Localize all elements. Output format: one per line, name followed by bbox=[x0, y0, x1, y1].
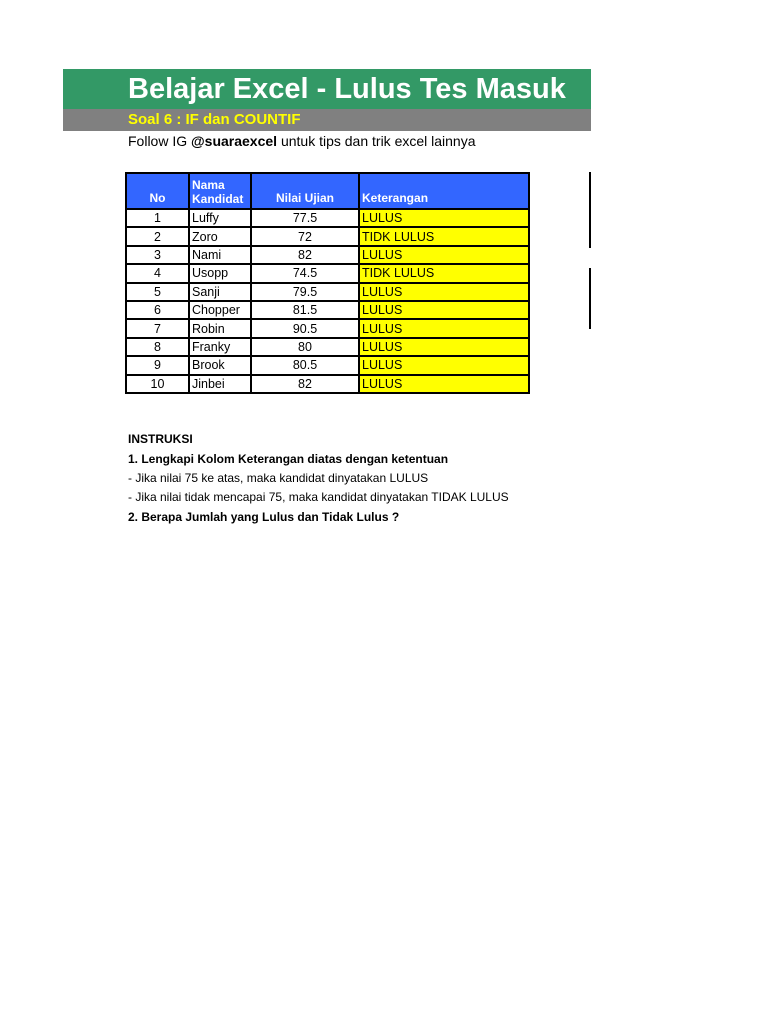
cell-no[interactable]: 6 bbox=[126, 301, 189, 319]
cell-nama[interactable]: Usopp bbox=[189, 264, 251, 282]
cell-no[interactable]: 7 bbox=[126, 319, 189, 337]
cell-no[interactable]: 1 bbox=[126, 209, 189, 227]
follow-prefix: Follow IG bbox=[128, 133, 192, 149]
cell-no[interactable]: 4 bbox=[126, 264, 189, 282]
cell-nilai[interactable]: 90.5 bbox=[251, 319, 359, 337]
cell-keterangan[interactable]: LULUS bbox=[359, 301, 529, 319]
page-title: Belajar Excel - Lulus Tes Masuk bbox=[63, 69, 591, 109]
header-nilai[interactable]: Nilai Ujian bbox=[251, 173, 359, 209]
cell-nama[interactable]: Robin bbox=[189, 319, 251, 337]
cell-nama[interactable]: Chopper bbox=[189, 301, 251, 319]
cell-no[interactable]: 9 bbox=[126, 356, 189, 374]
cell-keterangan[interactable]: LULUS bbox=[359, 375, 529, 393]
page-subtitle: Soal 6 : IF dan COUNTIF bbox=[63, 109, 591, 131]
cell-nilai[interactable]: 82 bbox=[251, 375, 359, 393]
cell-nama[interactable]: Nami bbox=[189, 246, 251, 264]
table-header-row bbox=[126, 173, 529, 209]
table-row bbox=[126, 356, 529, 374]
instruction-item-1b: - Jika nilai tidak mencapai 75, maka kandidat dinyatakan TIDAK LULUS bbox=[128, 490, 509, 504]
cell-nilai[interactable]: 77.5 bbox=[251, 209, 359, 227]
table-row bbox=[126, 283, 529, 301]
instruction-item-2: 2. Berapa Jumlah yang Lulus dan Tidak Lulus ? bbox=[128, 510, 400, 524]
cell-nama[interactable]: Sanji bbox=[189, 283, 251, 301]
follow-handle: @suaraexcel bbox=[191, 133, 278, 149]
table-row bbox=[126, 264, 529, 282]
cell-keterangan[interactable]: TIDK LULUS bbox=[359, 264, 529, 282]
cell-nilai[interactable]: 81.5 bbox=[251, 301, 359, 319]
side-border-upper bbox=[589, 172, 591, 248]
table-body bbox=[126, 209, 529, 393]
header-nama[interactable] bbox=[189, 173, 251, 209]
cell-nilai[interactable]: 80.5 bbox=[251, 356, 359, 374]
instruction-item-1: 1. Lengkapi Kolom Keterangan diatas dengan ketentuan bbox=[128, 452, 449, 466]
cell-keterangan[interactable]: TIDK LULUS bbox=[359, 227, 529, 245]
cell-no[interactable]: 3 bbox=[126, 246, 189, 264]
cell-nilai[interactable]: 74.5 bbox=[251, 264, 359, 282]
follow-line bbox=[128, 132, 476, 150]
cell-keterangan[interactable]: LULUS bbox=[359, 209, 529, 227]
cell-nilai[interactable]: 80 bbox=[251, 338, 359, 356]
cell-nama[interactable]: Luffy bbox=[189, 209, 251, 227]
cell-nama[interactable]: Franky bbox=[189, 338, 251, 356]
header-no[interactable]: No bbox=[126, 173, 189, 209]
cell-no[interactable]: 5 bbox=[126, 283, 189, 301]
table-row bbox=[126, 338, 529, 356]
cell-no[interactable]: 8 bbox=[126, 338, 189, 356]
cell-keterangan[interactable]: LULUS bbox=[359, 356, 529, 374]
header-keterangan[interactable]: Keterangan bbox=[359, 173, 529, 209]
cell-no[interactable]: 10 bbox=[126, 375, 189, 393]
table-row bbox=[126, 209, 529, 227]
cell-keterangan[interactable]: LULUS bbox=[359, 283, 529, 301]
follow-suffix: untuk tips dan trik excel lainnya bbox=[277, 133, 476, 149]
cell-keterangan[interactable]: LULUS bbox=[359, 319, 529, 337]
cell-nama[interactable]: Zoro bbox=[189, 227, 251, 245]
header-nama-line1: Nama bbox=[192, 178, 225, 192]
table-row bbox=[126, 319, 529, 337]
cell-keterangan[interactable]: LULUS bbox=[359, 338, 529, 356]
instruction-item-1a: - Jika nilai 75 ke atas, maka kandidat dinyatakan LULUS bbox=[128, 471, 429, 485]
instructions-heading: INSTRUKSI bbox=[128, 432, 193, 446]
cell-nama[interactable]: Brook bbox=[189, 356, 251, 374]
table-row bbox=[126, 375, 529, 393]
cell-keterangan[interactable]: LULUS bbox=[359, 246, 529, 264]
cell-nama[interactable]: Jinbei bbox=[189, 375, 251, 393]
cell-nilai[interactable]: 82 bbox=[251, 246, 359, 264]
header-nama-line2: Kandidat bbox=[192, 192, 244, 206]
side-border-lower bbox=[589, 268, 591, 329]
table-row bbox=[126, 301, 529, 319]
candidate-table bbox=[125, 172, 530, 394]
cell-nilai[interactable]: 79.5 bbox=[251, 283, 359, 301]
table-row bbox=[126, 227, 529, 245]
cell-nilai[interactable]: 72 bbox=[251, 227, 359, 245]
table-row bbox=[126, 246, 529, 264]
cell-no[interactable]: 2 bbox=[126, 227, 189, 245]
